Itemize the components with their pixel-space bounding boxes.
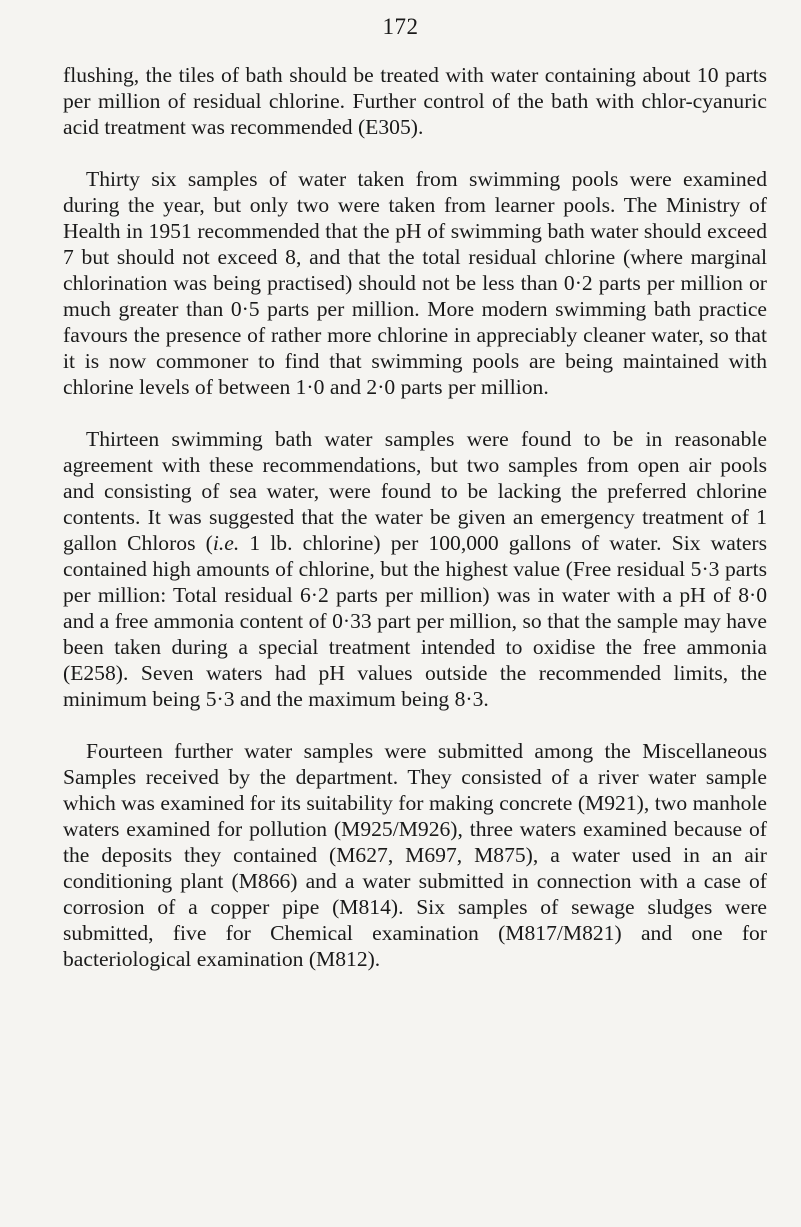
paragraph-1-text: flushing, the tiles of bath should be treated with water containing about 10 parts per million of residual chlorine. Further control of the bath with chlor-cyanuric acid treatment was recommended (E305). (63, 63, 767, 139)
body-text (63, 62, 767, 998)
paragraph-3 (63, 426, 767, 712)
paragraph-3-italic-ie: i.e. (212, 531, 240, 555)
paragraph-2-text: Thirty six samples of water taken from swimming pools were examined during the year, but only two were taken from learner pools. The Ministry of Health in 1951 recommended that the pH of swimming bath water should exceed 7 but should not exceed 8, and that the total residual chlorine (where marginal chlorination was being practised) should not be less than 0·2 parts per million or much greater than 0·5 parts per million. More modern swimming bath practice favours the presence of rather more chlorine in appreciably cleaner water, so that it is now commoner to find that swimming pools are being maintained with chlorine levels of between 1·0 and 2·0 parts per million. (63, 167, 767, 399)
paragraph-4 (63, 738, 767, 972)
paragraph-3-text-a: Thirteen swimming bath water samples were found to be in reasonable agreement with these recommendations, but two samples from open air pools and consisting of sea water, were found to be lacking the preferred chlorine contents. It was suggested that the water be given an emergency treatment of 1 gallon Chloros ( (63, 427, 767, 555)
paragraph-3-text-b: 1 lb. chlorine) per 100,000 gallons of water. Six waters contained high amounts of chlorine, but the highest value (Free residual 5·3 parts per million: Total residual 6·2 parts per million) was in water with a pH of 8·0 and a free ammonia content of 0·33 part per million, so that the sample may have been taken during a special treatment intended to oxidise the free ammonia (E258). Seven waters had pH values outside the recommended limits, the minimum being 5·3 and the maximum being 8·3. (63, 531, 767, 711)
paragraph-2 (63, 166, 767, 400)
page-number: 172 (382, 14, 419, 39)
paragraph-1 (63, 62, 767, 140)
paragraph-4-text: Fourteen further water samples were submitted among the Miscellaneous Samples received by the department. They consisted of a river water sample which was examined for its suitability for making concrete (M921), two manhole waters examined for pollution (M925/M926), three waters examined because of the deposits they contained (M627, M697, M875), a water used in an air conditioning plant (M866) and a water submitted in connection with a case of corrosion of a copper pipe (M814). Six samples of sewage sludges were submitted, five for Chemical examination (M817/M821) and one for bacteriological examination (M812). (63, 739, 767, 971)
